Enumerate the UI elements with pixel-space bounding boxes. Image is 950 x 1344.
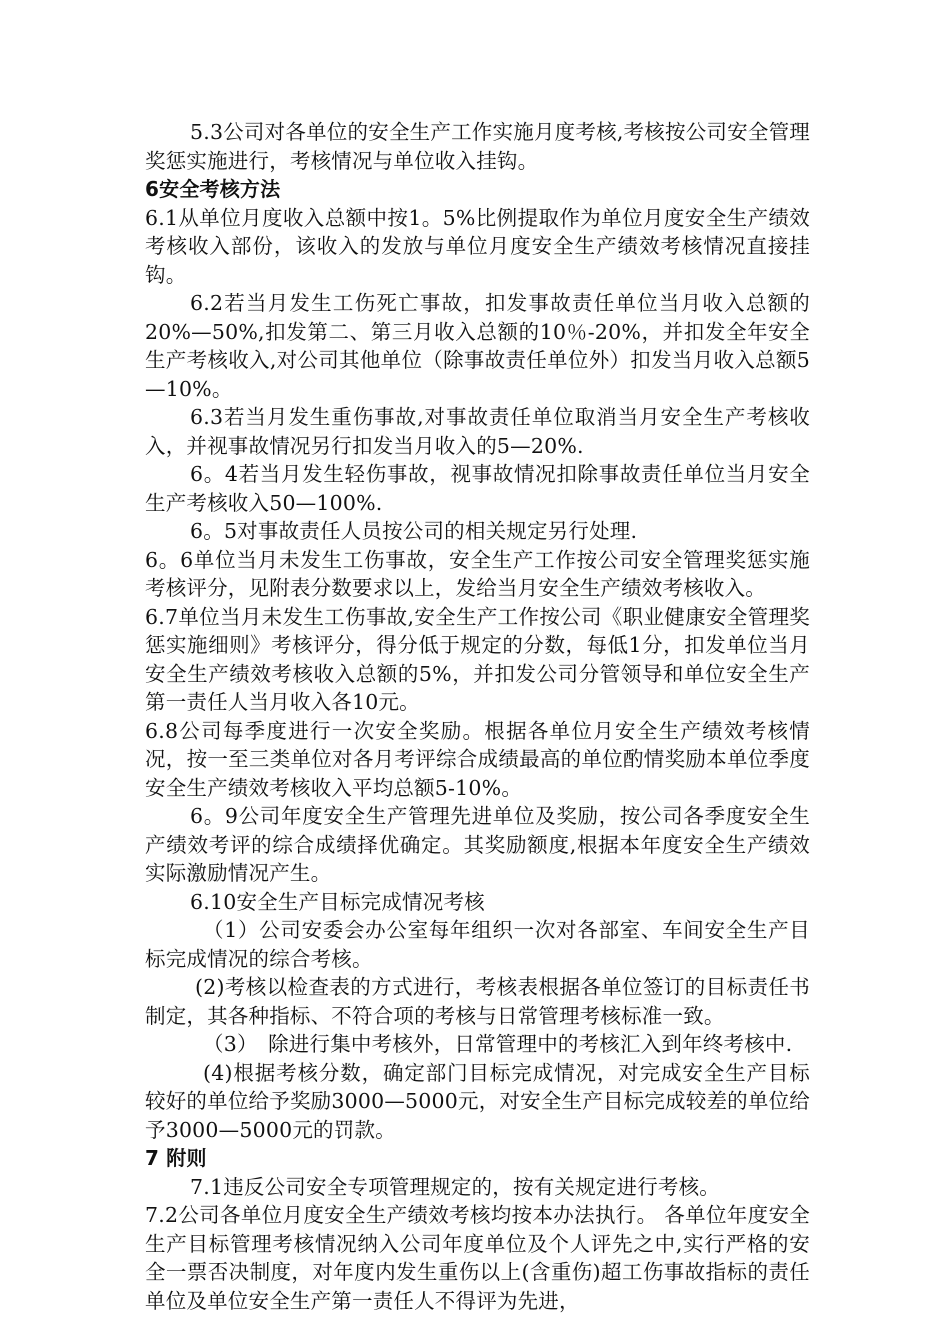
paragraph-6-10-item-3: （3） 除进行集中考核外，日常管理中的考核汇入到年终考核中. <box>203 1032 793 1056</box>
section-heading-7: 7 附则 <box>145 1146 207 1170</box>
paragraph-6-4: 6。4若当月发生轻伤事故，视事故情况扣除事故责任单位当月安全生产考核收入50—100%. <box>145 462 810 515</box>
paragraph-7-1: 7.1违反公司安全专项管理规定的，按有关规定进行考核。 <box>190 1174 721 1199</box>
paragraph-6-5: 6。5对事故责任人员按公司的相关规定另行处理. <box>190 519 638 543</box>
paragraph-6-9: 6。9公司年度安全生产管理先进单位及奖励，按公司各季度安全生产绩效考评的综合成绩择优确定。其奖励额度,根据本年度安全生产绩效实际激励情况产生。 <box>145 804 810 885</box>
paragraph-6-10-item-4: (4)根据考核分数，确定部门目标完成情况，对完成安全生产目标较好的单位给予奖励3000—5000元，对安全生产目标完成较差的单位给予3000—5000元的罚款。 <box>145 1060 810 1142</box>
paragraph-6-10: 6.10安全生产目标完成情况考核 <box>190 889 485 914</box>
paragraph-5-3: 5.3公司对各单位的安全生产工作实施月度考核,考核按公司安全管理奖惩实施进行，考核情况与单位收入挂钩。 <box>145 120 810 173</box>
paragraph-6-6: 6。6单位当月未发生工伤事故，安全生产工作按公司安全管理奖惩实施考核评分，见附表分数要求以上，发给当月安全生产绩效考核收入。 <box>145 547 810 600</box>
paragraph-6-10-item-1: （1）公司安委会办公室每年组织一次对各部室、车间安全生产目标完成情况的综合考核。 <box>145 918 810 971</box>
paragraph-6-2: 6.2若当月发生工伤死亡事故，扣发事故责任单位当月收入总额的20%—50%,扣发第二、第三月收入总额的10％-20%，并扣发全年安全生产考核收入,对公司其他单位（除事故责任单位外）扣发当月收入总额5—10%。 <box>145 291 810 401</box>
paragraph-6-1: 6.1从单位月度收入总额中按1。5%比例提取作为单位月度安全生产绩效考核收入部份，该收入的发放与单位月度安全生产绩效考核情况直接挂钩。 <box>145 205 810 287</box>
section-heading-6: 6安全考核方法 <box>145 177 281 201</box>
paragraph-6-8: 6.8公司每季度进行一次安全奖励。根据各单位月安全生产绩效考核情况，按一至三类单位对各月考评综合成绩最高的单位酌情奖励本单位季度安全生产绩效考核收入平均总额5-10%。 <box>145 718 810 800</box>
paragraph-7-2: 7.2公司各单位月度安全生产绩效考核均按本办法执行。 各单位年度安全生产目标管理考核情况纳入公司年度单位及个人评先之中,实行严格的安全一票否决制度，对年度内发生重伤以上(含重伤)超工伤事故指标的责任单位及单位安全生产第一责任人不得评为先进， <box>145 1203 810 1313</box>
paragraph-6-3: 6.3若当月发生重伤事故,对事故责任单位取消当月安全生产考核收入，并视事故情况另行扣发当月收入的5—20%. <box>145 405 810 458</box>
paragraph-6-7: 6.7单位当月未发生工伤事故,安全生产工作按公司《职业健康安全管理奖惩实施细则》考核评分，得分低于规定的分数，每低1分，扣发单位当月安全生产绩效考核收入总额的5%，并扣发公司分管领导和单位安全生产第一责任人当月收入各10元。 <box>145 604 810 714</box>
document-body <box>145 118 810 1315</box>
paragraph-6-10-item-2: (2)考核以检查表的方式进行，考核表根据各单位签订的目标责任书制定，其各种指标、不符合项的考核与日常管理考核标准一致。 <box>145 975 810 1028</box>
